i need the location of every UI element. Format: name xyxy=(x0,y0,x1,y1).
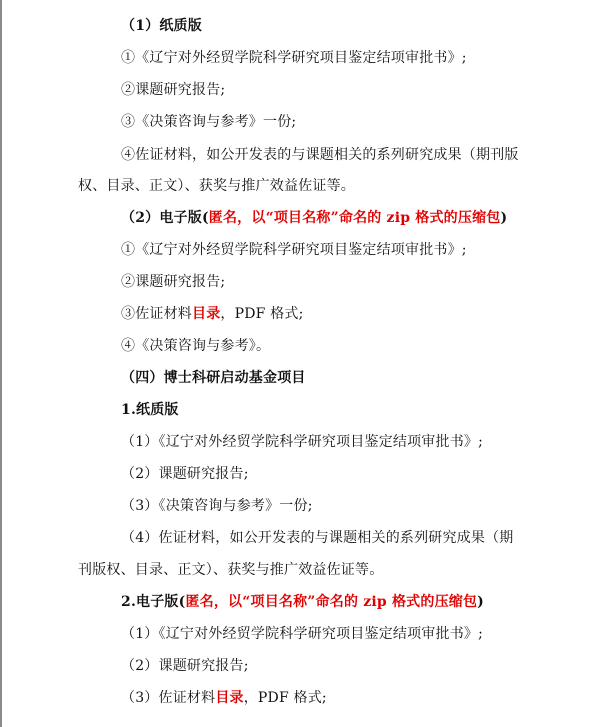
item-text: （3）佐证材料 xyxy=(121,690,216,706)
heading-paper-version: （1）纸质版 xyxy=(121,18,202,34)
list-item: ①《辽宁对外经贸学院科学研究项目鉴定结项审批书》; xyxy=(121,50,467,66)
heading-electronic-version xyxy=(121,593,484,611)
list-item: （1）《辽宁对外经贸学院科学研究项目鉴定结项审批书》; xyxy=(121,434,484,450)
highlight-text: 匿名，以“项目名称”命名的 zip 格式的压缩包 xyxy=(185,594,478,610)
highlight-text: 目录 xyxy=(192,306,221,322)
item-text-end: ，PDF 格式; xyxy=(243,690,327,706)
section-heading: （四）博士科研启动基金项目 xyxy=(121,370,306,386)
list-item xyxy=(121,305,304,323)
list-item-continued: 权、目录、正文）、获奖与推广效益佐证等。 xyxy=(78,178,355,194)
highlight-text: 目录 xyxy=(215,690,244,706)
list-item: （2）课题研究报告; xyxy=(121,658,249,674)
page-border xyxy=(0,0,2,727)
heading-text-end: ) xyxy=(500,210,508,226)
item-text: ③佐证材料 xyxy=(121,306,192,322)
heading-text-end: ) xyxy=(477,594,484,610)
list-item: （2）课题研究报告; xyxy=(121,466,249,482)
item-text-end: ，PDF 格式; xyxy=(220,306,304,322)
list-item: ①《辽宁对外经贸学院科学研究项目鉴定结项审批书》; xyxy=(121,242,467,258)
list-item: ②课题研究报告; xyxy=(121,82,226,98)
list-item: （3）《决策咨询与参考》一份; xyxy=(121,498,313,514)
list-item: （4）佐证材料，如公开发表的与课题相关的系列研究成果（期 xyxy=(121,530,514,546)
heading-electronic-version xyxy=(121,209,507,227)
list-item xyxy=(121,689,327,707)
heading-paper-version: 1.纸质版 xyxy=(121,402,179,418)
heading-text: 2.电子版( xyxy=(121,594,186,610)
list-item: （1）《辽宁对外经贸学院科学研究项目鉴定结项审批书》; xyxy=(121,626,484,642)
list-item: ④佐证材料，如公开发表的与课题相关的系列研究成果（期刊版 xyxy=(121,147,519,163)
list-item: ③《决策咨询与参考》一份; xyxy=(121,114,297,130)
list-item-continued: 刊版权、目录、正文）、获奖与推广效益佐证等。 xyxy=(78,562,384,578)
highlight-text: 匿名，以“项目名称”命名的 zip 格式的压缩包 xyxy=(208,210,501,226)
heading-text: （2）电子版( xyxy=(121,210,209,226)
list-item: ②课题研究报告; xyxy=(121,274,226,290)
list-item: ④《决策咨询与参考》。 xyxy=(121,338,271,354)
